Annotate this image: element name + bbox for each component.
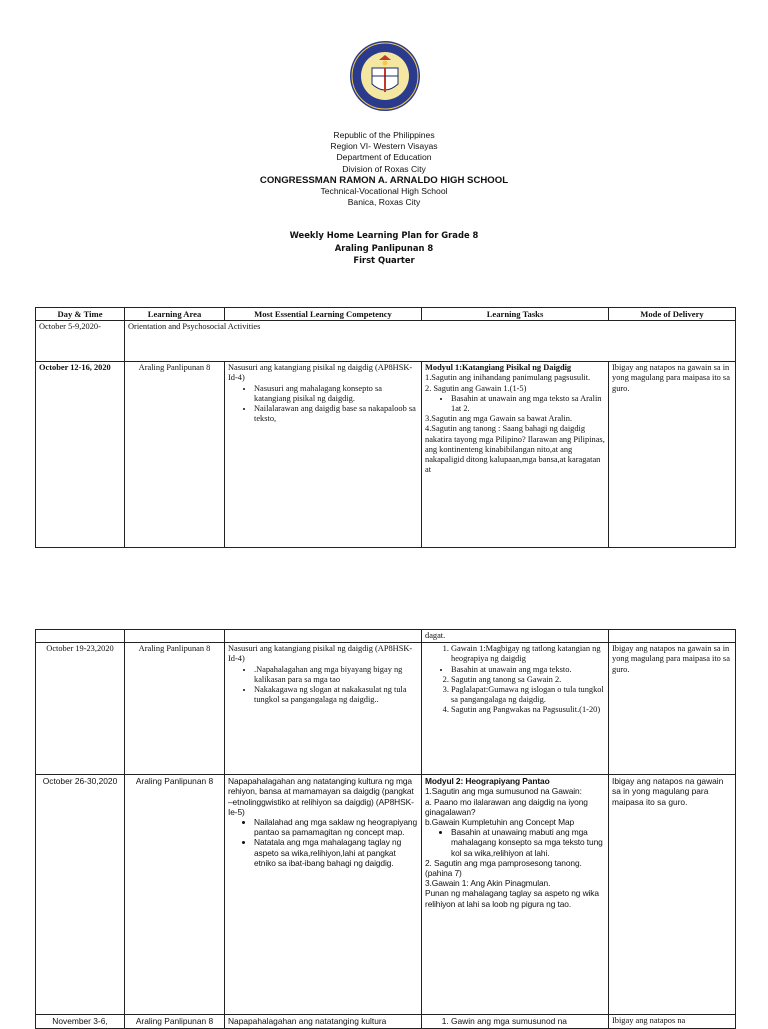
cell-tasks xyxy=(422,362,609,548)
cell-day: November 3-6, xyxy=(36,1015,125,1029)
cell-mode: Ibigay ang natapos na gawain sa in yong magulang para maipasa ito sa guro. xyxy=(609,362,736,548)
competency-list xyxy=(228,665,418,706)
table-row-continuation xyxy=(36,630,736,643)
competency-main: Napapahalagahan ang natatanging kultura ng mga rehiyon, bansa at mamamayan sa daigdig (pangkat –etnolinggwistiko at relihiyon sa daigdig) (AP8HSK-Ie-5) xyxy=(228,776,414,817)
competency-item: • Nasusuri ang mahalagang konsepto sa katangiang pisikal ng daigdig. xyxy=(254,384,418,404)
task-item: 1. Gawain 1:Magbigay ng tatlong katangian ng heograpiya ng daigdig xyxy=(451,644,605,664)
task-item: 2. Sagutin ang mga pamprosesong tanong.(pahina 7) xyxy=(425,857,582,879)
cell-competency xyxy=(225,362,422,548)
cell-mode: Ibigay ang natapos na gawain sa in yong magulang para maipasa ito sa guro. xyxy=(609,643,736,775)
table-row xyxy=(36,643,736,775)
task-sublist xyxy=(425,827,605,858)
deped-seal-logo xyxy=(349,40,421,112)
task-list xyxy=(425,644,605,664)
task-subitem: • Basahin at unawain ang mga teksto sa Aralin 1at 2. xyxy=(451,394,605,414)
header-line-school-type: Technical-Vocational High School xyxy=(320,186,448,197)
header-line-republic: Republic of the Philippines xyxy=(333,130,435,140)
task-item: 4.Sagutin ang tanong : Saang bahagi ng daigdig nakatira tayong mga Pilipino? Ilarawan ang Pilipinas, ang kontinenteng kinabibilangan nito,at ang nakapaligid ditong kalupaan,mga bansa,at karagatan at xyxy=(425,424,605,475)
cell-competency xyxy=(225,643,422,775)
task-subitem: • Basahin at unawain ang mga teksto. xyxy=(451,665,605,675)
learning-plan-table-page2 xyxy=(35,629,736,1029)
task-item: 3.Sagutin ang mga Gawain sa bawat Aralin. xyxy=(425,414,572,424)
table-header-row xyxy=(36,308,736,321)
cell-competency xyxy=(225,775,422,1015)
competency-list xyxy=(228,817,418,868)
competency-item: • Natatala ang mga mahalagang taglay ng aspeto sa wika,relihiyon,lahi at pangkat etniko sa ibat-ibang bahagi ng daigdig. xyxy=(254,837,418,868)
column-header-competency: Most Essential Learning Competency xyxy=(225,308,422,321)
task-item: b.Gawain Kumpletuhin ang Concept Map xyxy=(425,817,575,828)
cell-mode: Ibigay ang natapos na xyxy=(609,1015,736,1029)
task-item: 4. Sagutin ang Pangwakas na Pagsusulit.(1-20) xyxy=(451,705,605,715)
task-list xyxy=(425,1016,605,1026)
column-header-area: Learning Area xyxy=(125,308,225,321)
header-line-region: Region VI- Western Visayas xyxy=(330,141,438,152)
column-header-tasks: Learning Tasks xyxy=(422,308,609,321)
task-list xyxy=(425,685,605,716)
header-block xyxy=(0,130,768,208)
task-sublist xyxy=(425,665,605,675)
cell-tasks xyxy=(422,643,609,775)
column-header-day: Day & Time xyxy=(36,308,125,321)
cell-empty xyxy=(36,630,125,643)
task-item: Punan ng mahalagang taglay sa aspeto ng wika relihiyon at lahi sa loob ng pigura ng tao. xyxy=(425,888,599,909)
cell-area: Araling Panlipunan 8 xyxy=(125,1015,225,1029)
cell-day: October 12-16, 2020 xyxy=(36,362,125,548)
task-subitem: • Basahin at unawaing mabuti ang mga mahalagang konsepto sa mga teksto tung kol sa wika,relihiyon at lahi. xyxy=(451,827,605,858)
task-item: a. Paano mo ilalarawan ang daigdig na iyong ginagalawan? xyxy=(425,796,588,817)
competency-main: Nasusuri ang katangiang pisikal ng daigdig (AP8HSK-Id-4) xyxy=(228,363,413,383)
task-item: 1. Gawin ang mga sumusunod na xyxy=(451,1016,605,1026)
task-item: 1.Sagutin ang inihandang panimulang pagsusulit. xyxy=(425,373,591,383)
task-item: 2. Sagutin ang tanong sa Gawain 2. xyxy=(451,675,605,685)
learning-plan-table-page1 xyxy=(35,307,736,548)
task-item: 1.Sagutin ang mga sumusunod na Gawain: xyxy=(425,786,582,797)
task-module-title: Modyul 2: Heograpiyang Pantao xyxy=(425,776,550,787)
plan-subject: Araling Panlipunan 8 xyxy=(334,242,434,253)
cell-tasks xyxy=(422,775,609,1015)
cell-empty xyxy=(125,630,225,643)
task-list xyxy=(425,675,605,685)
cell-empty xyxy=(225,630,422,643)
table-row xyxy=(36,362,736,548)
cell-competency: Napapahalagahan ang natatanging kultura xyxy=(225,1015,422,1029)
cell-tasks xyxy=(422,1015,609,1029)
cell-mode: Ibigay ang natapos na gawain sa in yong magulang para maipasa ito sa guro. xyxy=(609,775,736,1015)
plan-title: Weekly Home Learning Plan for Grade 8 xyxy=(289,230,479,240)
header-line-address: Banica, Roxas City xyxy=(347,197,421,208)
competency-item: • Nailalahad ang mga saklaw ng heograpiyang pantao sa pamamagitan ng concept map. xyxy=(254,817,418,837)
cell-day: October 26-30,2020 xyxy=(36,775,125,1015)
column-header-mode: Mode of Delivery xyxy=(609,308,736,321)
task-item: 3.Gawain 1: Ang Akin Pinagmulan. xyxy=(425,878,551,889)
competency-list xyxy=(228,384,418,425)
task-sublist xyxy=(425,394,605,414)
cell-day: October 5-9,2020- xyxy=(36,321,125,362)
plan-title-block xyxy=(0,229,768,267)
cell-day: October 19-23,2020 xyxy=(36,643,125,775)
cell-area: Araling Panlipunan 8 xyxy=(125,775,225,1015)
task-item: 3. Paglalapat:Gumawa ng islogan o tula tungkol sa pangangalaga ng daigdig. xyxy=(451,685,605,705)
task-module-title: Modyul 1:Katangiang Pisikal ng Daigdig xyxy=(425,363,572,373)
table-row xyxy=(36,321,736,362)
cell-orientation: Orientation and Psychosocial Activities xyxy=(125,321,736,362)
competency-item: • .Napahalagahan ang mga biyayang bigay ng kalikasan para sa mga tao xyxy=(254,665,418,685)
header-line-division: Division of Roxas City xyxy=(342,163,426,174)
competency-item: • Nakakagawa ng slogan at nakakasulat ng tula tungkol sa pangangalaga ng daigdig.. xyxy=(254,685,418,705)
table-row xyxy=(36,775,736,1015)
plan-quarter: First Quarter xyxy=(353,255,415,266)
competency-item: • Nailalarawan ang daigdig base sa nakapaloob sa teksto, xyxy=(254,404,418,424)
header-school-name: CONGRESSMAN RAMON A. ARNALDO HIGH SCHOOL xyxy=(259,174,509,186)
cell-empty xyxy=(609,630,736,643)
table-row xyxy=(36,1015,736,1029)
cell-tasks-continued: dagat. xyxy=(422,630,609,643)
competency-main: Nasusuri ang katangiang pisikal ng daigdig (AP8HSK-Id-4) xyxy=(228,644,413,664)
cell-area: Araling Panlipunan 8 xyxy=(125,362,225,548)
cell-area: Araling Panlipunan 8 xyxy=(125,643,225,775)
header-line-department: Department of Education xyxy=(336,152,432,163)
task-item: 2. Sagutin ang Gawain 1.(1-5) xyxy=(425,383,527,393)
